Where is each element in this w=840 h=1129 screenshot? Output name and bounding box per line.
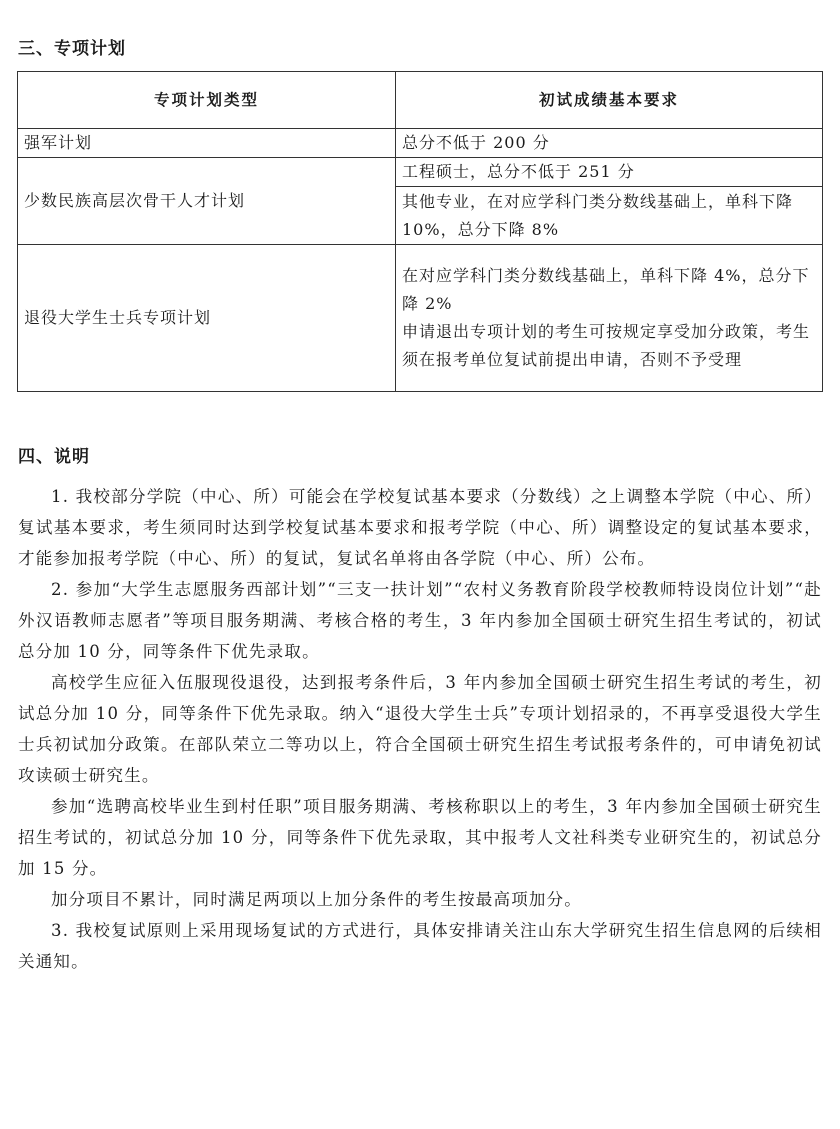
section-heading-notes: 四、说明 [18, 447, 90, 467]
plan-type-cell: 少数民族高层次骨干人才计划 [18, 158, 396, 245]
requirement-cell: 工程硕士，总分不低于 251 分 [396, 158, 823, 187]
notes-body [18, 481, 822, 977]
note-paragraph: 3. 我校复试原则上采用现场复试的方式进行，具体安排请关注山东大学研究生招生信息网的后续相关通知。 [18, 921, 822, 971]
requirement-line: 在对应学科门类分数线基础上，单科下降 4%，总分下降 2% [402, 266, 810, 313]
note-paragraph: 高校学生应征入伍服现役退役，达到报考条件后，3 年内参加全国硕士研究生招生考试的考生，初试总分加 10 分，同等条件下优先录取。纳入“退役大学生士兵”专项计划招录的，不再享受退役大学生士兵初试加分政策。在部队荣立二等功以上，符合全国硕士研究生招生考试报考条件的，可申请免初试攻读硕士研究生。 [18, 673, 822, 785]
note-paragraph: 加分项目不累计，同时满足两项以上加分条件的考生按最高项加分。 [51, 890, 582, 909]
requirement-cell: 其他专业，在对应学科门类分数线基础上，单科下降 10%，总分下降 8% [396, 187, 823, 245]
column-header-plan-type: 专项计划类型 [18, 72, 396, 129]
table-header-row [18, 72, 823, 129]
plan-type-cell: 退役大学生士兵专项计划 [18, 245, 396, 392]
column-header-score-requirement: 初试成绩基本要求 [396, 72, 823, 129]
requirement-cell [396, 245, 823, 392]
note-paragraph: 1. 我校部分学院（中心、所）可能会在学校复试基本要求（分数线）之上调整本学院（中心、所）复试基本要求，考生须同时达到学校复试基本要求和报考学院（中心、所）调整设定的复试基本要求，才能参加报考学院（中心、所）的复试，复试名单将由各学院（中心、所）公布。 [18, 487, 822, 568]
special-plan-table [17, 71, 823, 392]
table-row [18, 245, 823, 392]
requirement-cell: 总分不低于 200 分 [396, 129, 823, 158]
note-paragraph: 2. 参加“大学生志愿服务西部计划”“三支一扶计划”“农村义务教育阶段学校教师特设岗位计划”“赴外汉语教师志愿者”等项目服务期满、考核合格的考生，3 年内参加全国硕士研究生招生考试的，初试总分加 10 分，同等条件下优先录取。 [18, 580, 822, 661]
table-row [18, 158, 823, 187]
requirement-line: 申请退出专项计划的考生可按规定享受加分政策，考生须在报考单位复试前提出申请，否则不予受理 [402, 322, 811, 369]
table-row [18, 129, 823, 158]
section-heading-special-plans: 三、专项计划 [18, 39, 126, 59]
note-paragraph: 参加“选聘高校毕业生到村任职”项目服务期满、考核称职以上的考生，3 年内参加全国硕士研究生招生考试的，初试总分加 10 分，同等条件下优先录取，其中报考人文社科类专业研究生的，初试总分加 15 分。 [18, 797, 822, 878]
plan-type-cell: 强军计划 [18, 129, 396, 158]
